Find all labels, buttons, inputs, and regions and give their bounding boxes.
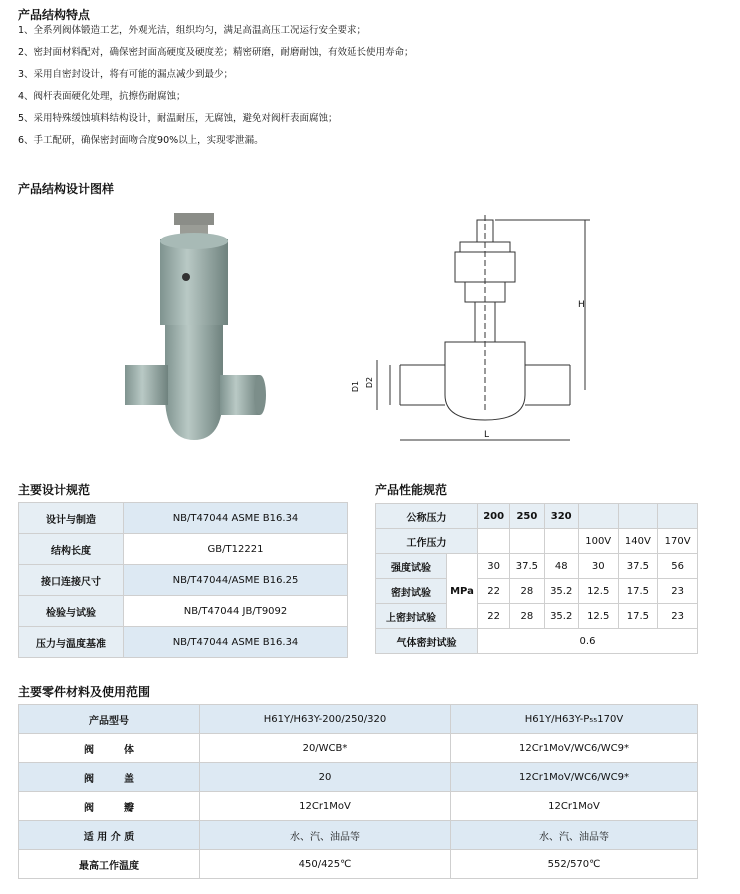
perf-cell: 28: [510, 579, 544, 604]
spec-value: GB/T12221: [124, 534, 348, 565]
material-cell: 12Cr1MoV/WC6/WC9*: [451, 763, 698, 792]
design-spec-title: 主要设计规范: [18, 483, 91, 497]
perf-cell: 23: [658, 604, 698, 629]
feature-item: 1、全系列阀体锻造工艺，外观光洁，组织均匀，满足高温高压工况运行安全要求；: [18, 25, 367, 36]
materials-title: 主要零件材料及使用范围: [18, 685, 151, 699]
perf-cell: 23: [658, 579, 698, 604]
table-row: [19, 534, 348, 565]
perf-cell: 250: [510, 504, 544, 529]
dim-d1-label: D1: [351, 380, 361, 393]
perf-cell: 37.5: [618, 554, 658, 579]
features-list: [18, 24, 414, 156]
part-label: 适 用 介 质: [19, 821, 200, 850]
perf-cell: 22: [478, 579, 510, 604]
perf-label: 强度试验: [376, 554, 447, 579]
design-title: 产品结构设计图样: [18, 182, 115, 196]
perf-cell: 100V: [578, 529, 618, 554]
spec-value: NB/T47044 ASME B16.34: [124, 627, 348, 658]
perf-cell: 17.5: [618, 604, 658, 629]
table-row: [19, 792, 698, 821]
table-row: [376, 529, 698, 554]
perf-spec-title: 产品性能规范: [375, 483, 448, 497]
table-row: [19, 734, 698, 763]
perf-cell: 17.5: [618, 579, 658, 604]
perf-cell: 170V: [658, 529, 698, 554]
perf-cell: [658, 504, 698, 529]
part-label: 最高工作温度: [19, 850, 200, 879]
feature-item: 5、采用特殊缓蚀填料结构设计，耐温耐压，无腐蚀，避免对阀杆表面腐蚀；: [18, 113, 338, 124]
feature-item: 6、手工配研，确保密封面吻合度90%以上，实现零泄漏。: [18, 135, 264, 146]
material-cell: 20/WCB*: [200, 734, 451, 763]
perf-cell: 30: [578, 554, 618, 579]
spec-value: NB/T47044 ASME B16.34: [124, 503, 348, 534]
perf-cell: 12.5: [578, 604, 618, 629]
spec-label: 结构长度: [19, 534, 124, 565]
table-row: [376, 579, 698, 604]
perf-label: 气体密封试验: [376, 629, 478, 654]
materials-table: [18, 704, 698, 879]
perf-cell: 35.2: [544, 579, 578, 604]
table-row: [19, 627, 348, 658]
spec-value: NB/T47044 JB/T9092: [124, 596, 348, 627]
spec-label: 设计与制造: [19, 503, 124, 534]
material-cell: 水、汽、油品等: [200, 821, 451, 850]
perf-cell: 22: [478, 604, 510, 629]
perf-spec-table: [375, 503, 698, 654]
perf-cell: 320: [544, 504, 578, 529]
spec-label: 压力与温度基准: [19, 627, 124, 658]
features-title: 产品结构特点: [18, 8, 91, 22]
table-row: [19, 503, 348, 534]
perf-cell: 30: [478, 554, 510, 579]
table-row: [19, 850, 698, 879]
perf-cell: [544, 529, 578, 554]
table-row: [19, 821, 698, 850]
feature-item: 4、阀杆表面硬化处理，抗擦伤耐腐蚀；: [18, 91, 186, 102]
perf-cell: 200: [478, 504, 510, 529]
table-row: [376, 554, 698, 579]
perf-label: 上密封试验: [376, 604, 447, 629]
perf-cell: 28: [510, 604, 544, 629]
material-cell: 450/425℃: [200, 850, 451, 879]
part-label: 阀 瓣: [19, 792, 200, 821]
unit-cell: MPa: [447, 554, 478, 629]
perf-cell: 35.2: [544, 604, 578, 629]
perf-label: 工作压力: [376, 529, 478, 554]
material-cell: 水、汽、油品等: [451, 821, 698, 850]
valve-photo: [110, 205, 280, 455]
perf-cell: 140V: [618, 529, 658, 554]
perf-cell: 12.5: [578, 579, 618, 604]
perf-cell: 48: [544, 554, 578, 579]
material-cell: 12Cr1MoV: [451, 792, 698, 821]
perf-cell: 56: [658, 554, 698, 579]
part-label: 阀 体: [19, 734, 200, 763]
dim-d2-label: D2: [365, 376, 375, 389]
table-row: [19, 763, 698, 792]
column-header: H61Y/H63Y-P₅₅170V: [451, 705, 698, 734]
table-row: [19, 705, 698, 734]
feature-item: 3、采用自密封设计，将有可能的漏点减少到最少；: [18, 69, 234, 80]
perf-label: 公称压力: [376, 504, 478, 529]
perf-cell: [510, 529, 544, 554]
table-row: [376, 504, 698, 529]
part-label: 阀 盖: [19, 763, 200, 792]
column-header: 产品型号: [19, 705, 200, 734]
perf-label: 密封试验: [376, 579, 447, 604]
table-row: [19, 565, 348, 596]
perf-cell: [478, 529, 510, 554]
dim-l-label: L: [484, 430, 490, 440]
material-cell: 552/570℃: [451, 850, 698, 879]
table-row: [19, 596, 348, 627]
spec-label: 接口连接尺寸: [19, 565, 124, 596]
feature-item: 2、密封面材料配对，确保密封面高硬度及硬度差；精密研磨，耐磨耐蚀，有效延长使用寿命；: [18, 47, 414, 58]
column-header: H61Y/H63Y-200/250/320: [200, 705, 451, 734]
spec-value: NB/T47044/ASME B16.25: [124, 565, 348, 596]
dim-h-label: H: [578, 300, 585, 310]
spec-label: 检验与试验: [19, 596, 124, 627]
perf-cell: 0.6: [478, 629, 698, 654]
perf-cell: 37.5: [510, 554, 544, 579]
table-row: [376, 629, 698, 654]
design-spec-table: [18, 502, 348, 658]
material-cell: 20: [200, 763, 451, 792]
perf-cell: [578, 504, 618, 529]
valve-drawing: [345, 215, 605, 450]
material-cell: 12Cr1MoV: [200, 792, 451, 821]
table-row: [376, 604, 698, 629]
perf-cell: [618, 504, 658, 529]
material-cell: 12Cr1MoV/WC6/WC9*: [451, 734, 698, 763]
